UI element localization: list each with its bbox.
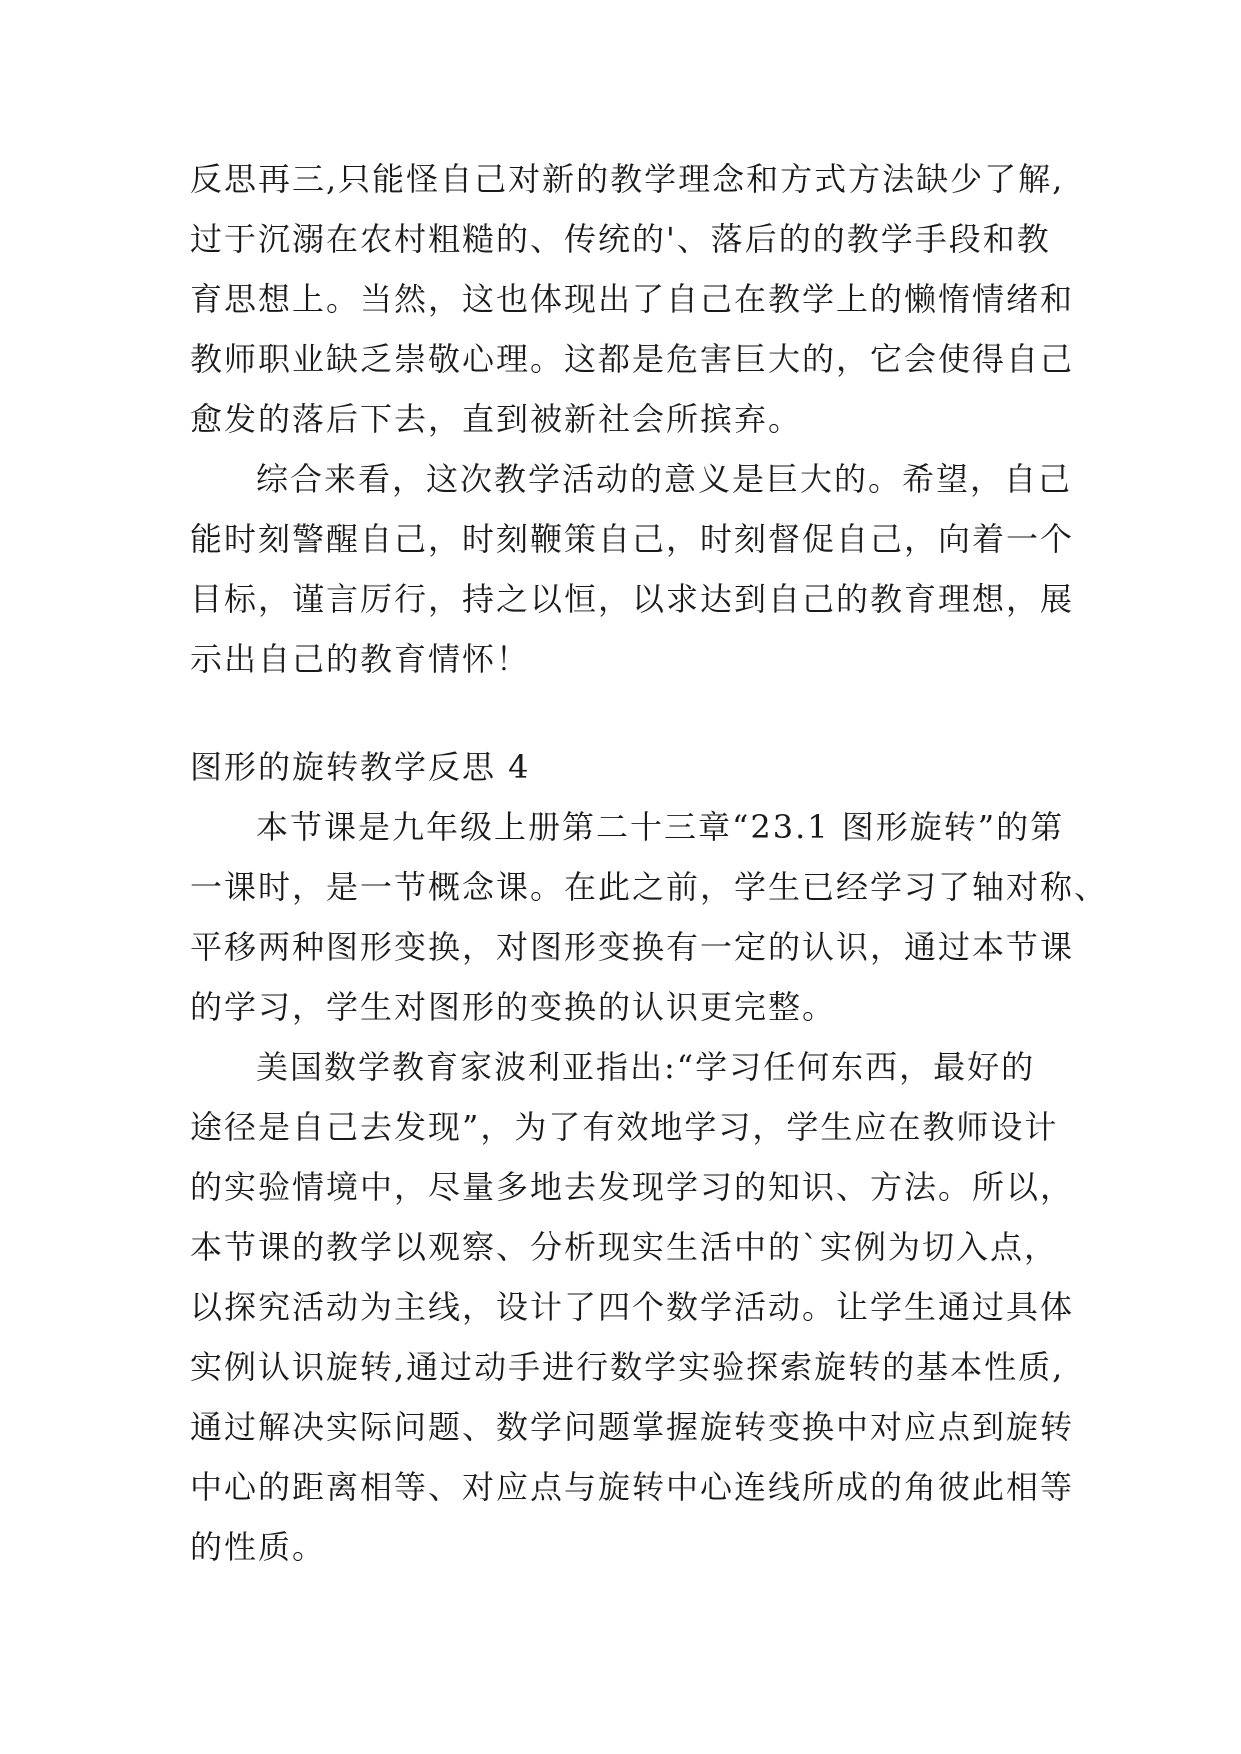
text-line: 过于沉溺在农村粗糙的、传统的'、落后的的教学手段和教 [190,220,1051,258]
text-line: 反思再三,只能怪自己对新的教学理念和方式方法缺少了解, [190,160,1065,198]
text-line: 的实验情境中，尽量多地去发现学习的知识、方法。所以， [190,1168,1075,1206]
text-line: 育思想上。当然，这也体现出了自己在教学上的懒惰情绪和 [190,280,1075,318]
text-line: 美国数学教育家波利亚指出:“学习任何东西，最好的 [256,1048,1036,1086]
text-line: 能时刻警醒自己，时刻鞭策自己，时刻督促自己，向着一个 [190,520,1075,558]
text-line: 本节课的教学以观察、分析现实生活中的`实例为切入点， [190,1228,1059,1266]
text-line: 目标，谨言厉行，持之以恒，以求达到自己的教育理想，展 [190,580,1075,618]
text-line: 本节课是九年级上册第二十三章“23.1 图形旋转”的第 [256,808,1065,846]
text-line: 的性质。 [190,1528,327,1566]
text-line: 示出自己的教育情怀！ [190,640,531,678]
text-line: 实例认识旋转,通过动手进行数学实验探索旋转的基本性质, [190,1348,1065,1386]
text-line: 教师职业缺乏崇敬心理。这都是危害巨大的，它会使得自己 [190,340,1075,378]
text-line: 途径是自己去发现”，为了有效地学习，学生应在教师设计 [190,1108,1059,1146]
text-line: 平移两种图形变换，对图形变换有一定的认识，通过本节课 [190,928,1075,966]
text-line: 综合来看，这次教学活动的意义是巨大的。希望，自己 [256,460,1073,498]
text-line: 通过解决实际问题、数学问题掌握旋转变换中对应点到旋转 [190,1408,1075,1446]
text-line: 愈发的落后下去，直到被新社会所摈弃。 [190,400,803,438]
text-line: 中心的距离相等、对应点与旋转中心连线所成的角彼此相等 [190,1468,1075,1506]
section-heading: 图形的旋转教学反思 4 [190,748,531,786]
text-line: 以探究活动为主线，设计了四个数学活动。让学生通过具体 [190,1288,1075,1326]
text-line: 的学习，学生对图形的变换的认识更完整。 [190,988,837,1026]
text-line: 一课时，是一节概念课。在此之前，学生已经学习了轴对称、 [190,868,1109,906]
